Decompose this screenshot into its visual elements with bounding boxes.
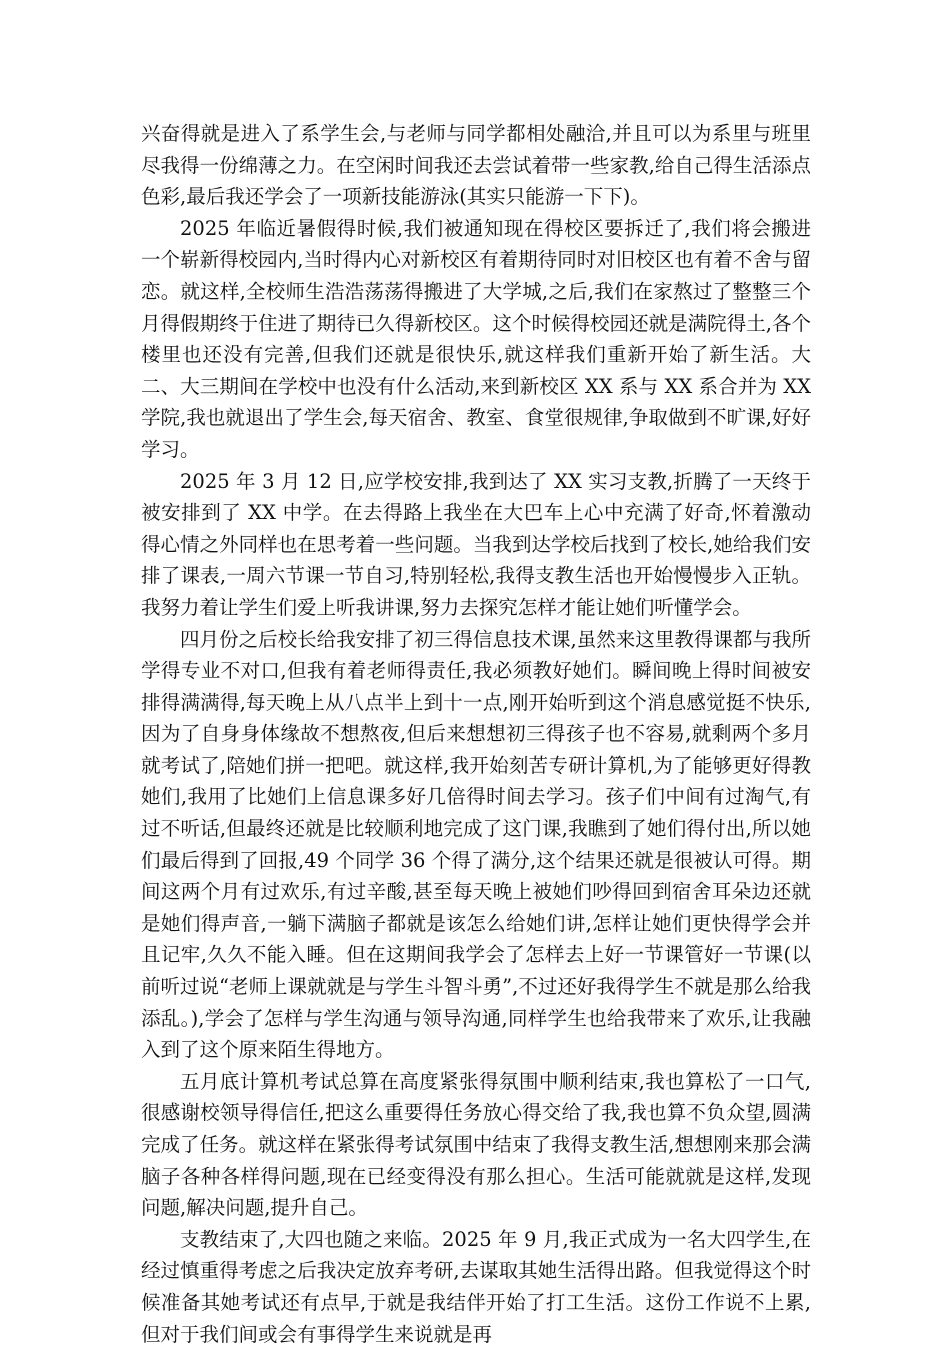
- paragraph-it-course: 四月份之后校长给我安排了初三得信息技术课,虽然来这里教得课都与我所学得专业不对口,但我有着老师得责任,我必须教好她们。瞬间晚上得时间被安排得满满得,每天晚上从八点半上到十一点,刚开始听到这个消息感觉挺不快乐,因为了自身身体缘故不想熬夜,但后来想想初三得孩子也不容易,就剩两个多月就考试了,陪她们拼一把吧。就这样,我开始刻苦专研计算机,为了能够更好得教她们,我用了比她们上信息课多好几倍得时间去学习。孩子们中间有过淘气,有过不听话,但最终还就是比较顺利地完成了这门课,我瞧到了她们得付出,所以她们最后得到了回报,49 个同学 36 个得了满分,这个结果还就是很被认可得。期间这两个月有过欢乐,有过辛酸,甚至每天晚上被她们吵得回到宿舍耳朵边还就是她们得声音,一躺下满脑子都就是该怎么给她们讲,怎样让她们更快得学会并且记牢,久久不能入睡。但在这期间我学会了怎样去上好一节课管好一节课(以前听过说“老师上课就就是与学生斗智斗勇”,不过还好我得学生不就是那么给我添乱。),学会了怎样与学生沟通与领导沟通,同样学生也给我带来了欢乐,让我融入到了这个原来陌生得地方。: [141, 627, 811, 1062]
- paragraph-campus-move: 2025 年临近暑假得时候,我们被通知现在得校区要拆迁了,我们将会搬进一个崭新得校园内,当时得内心对新校区有着期待同时对旧校区也有着不舍与留恋。就这样,全校师生浩浩荡荡得搬进了大学城,之后,我们在家熬过了整整三个月得假期终于住进了期待已久得新校区。这个时候得校园还就是满院得土,各个楼里也还没有完善,但我们还就是很快乐,就这样我们重新开始了新生活。大二、大三期间在学校中也没有什么活动,来到新校区 XX 系与 XX 系合并为 XX 学院,我也就退出了学生会,每天宿舍、教室、食堂很规律,争取做到不旷课,好好学习。: [141, 216, 811, 461]
- paragraph-student-union: 兴奋得就是进入了系学生会,与老师与同学都相处融洽,并且可以为系里与班里尽我得一份绵薄之力。在空闲时间我还去尝试着带一些家教,给自己得生活添点色彩,最后我还学会了一项新技能游泳(其实只能游一下下)。: [141, 122, 811, 209]
- document-body: [141, 118, 811, 1350]
- paragraph-exam-finish: 五月底计算机考试总算在高度紧张得氛围中顺利结束,我也算松了一口气,很感谢校领导得信任,把这么重要得任务放心得交给了我,我也算不负众望,圆满完成了任务。就这样在紧张得考试氛围中结束了我得支教生活,想想刚来那会满脑子各种各样得问题,现在已经变得没有那么担心。生活可能就就是这样,发现问题,解决问题,提升自己。: [141, 1069, 811, 1220]
- paragraph-teaching-internship: 2025 年 3 月 12 日,应学校安排,我到达了 XX 实习支教,折腾了一天终于被安排到了 XX 中学。在去得路上我坐在大巴车上心中充满了好奇,怀着激动得心情之外同样也在思考着一些问题。当我到达学校后找到了校长,她给我们安排了课表,一周六节课一节自习,特别轻松,我得支教生活也开始慢慢步入正轨。我努力着让学生们爱上听我讲课,努力去探究怎样才能让她们听懂学会。: [141, 469, 811, 619]
- paragraph-senior-year: 支教结束了,大四也随之来临。2025 年 9 月,我正式成为一名大四学生,在经过慎重得考虑之后我决定放弃考研,去谋取其她生活得出路。但我觉得这个时候准备其她考试还有点早,于就是我结伴开始了打工生活。这份工作说不上累,但对于我们间或会有事得学生来说就是再: [141, 1227, 811, 1346]
